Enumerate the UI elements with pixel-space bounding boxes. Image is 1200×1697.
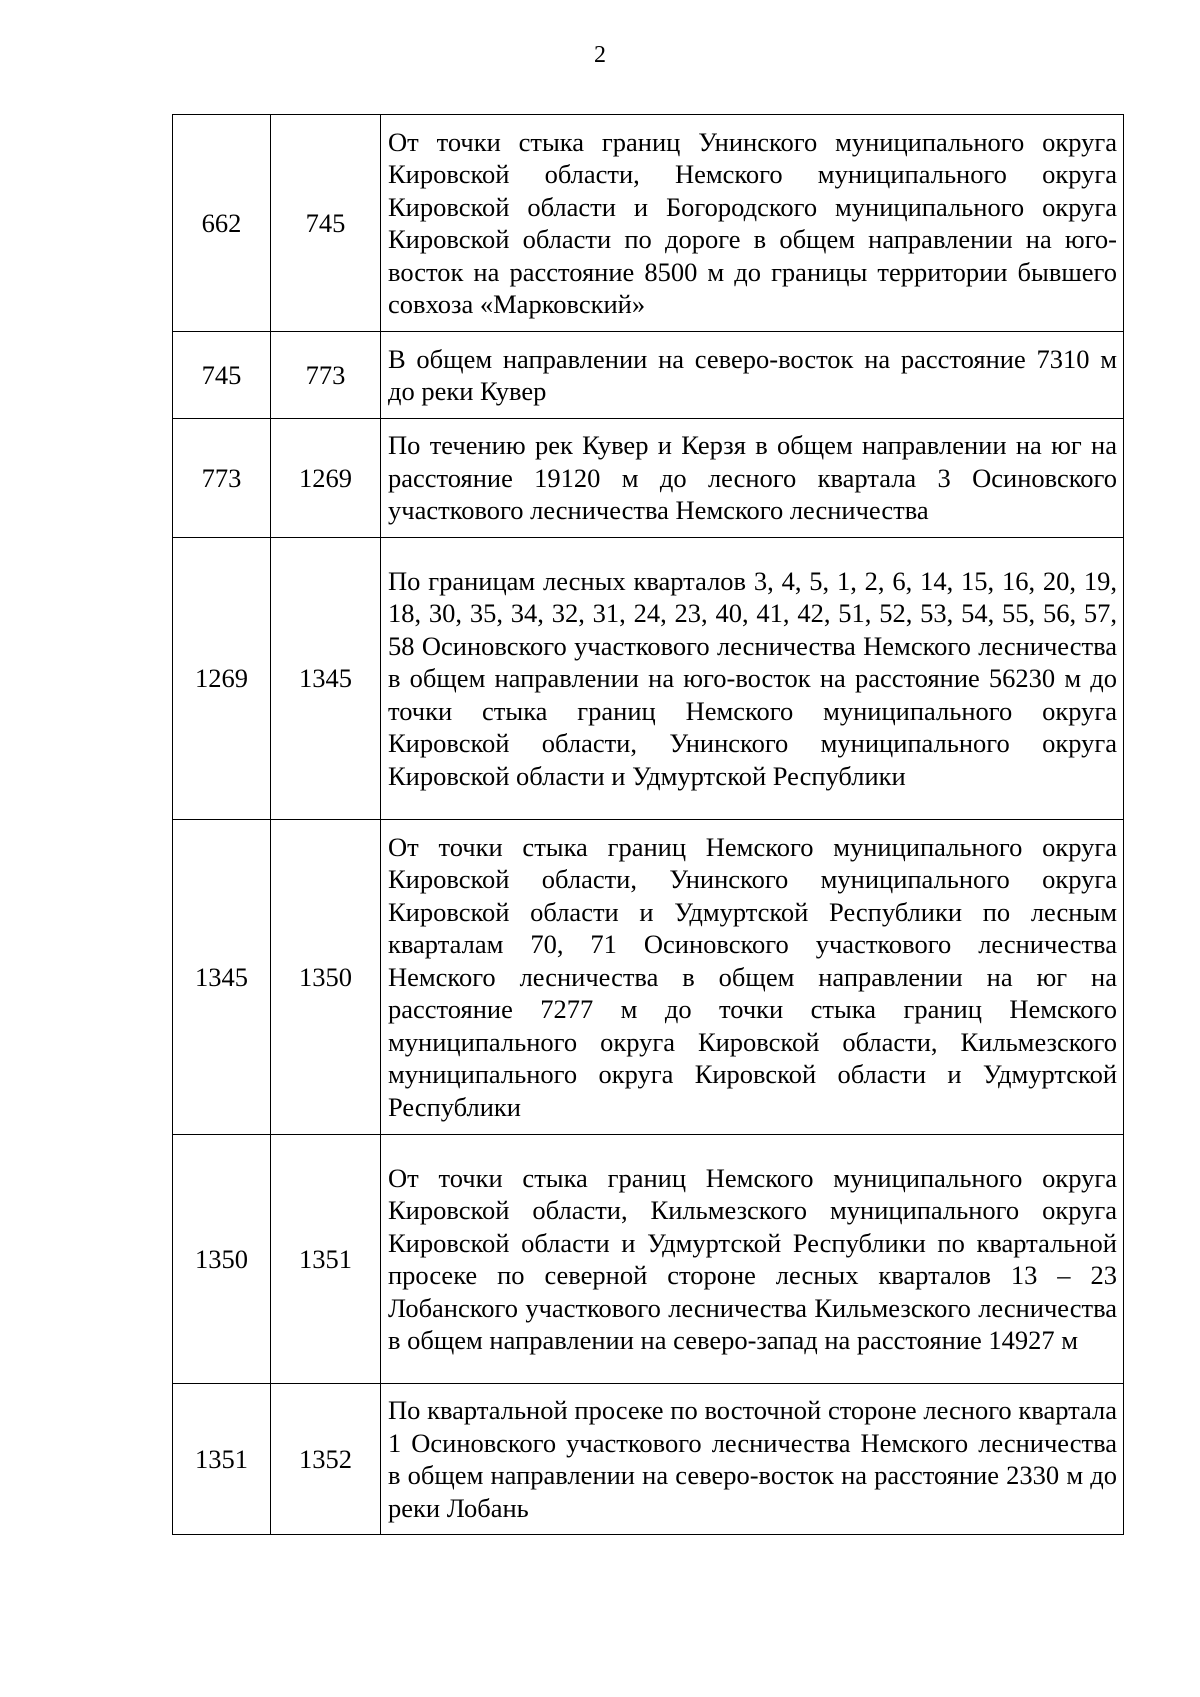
point-from-cell: 1350: [173, 1135, 271, 1384]
point-from-cell: 1269: [173, 538, 271, 820]
point-from-cell: 773: [173, 419, 271, 538]
page-number: 2: [594, 42, 606, 68]
description-cell: От точки стыка границ Унинского муниципального округа Кировской области, Немского муниципального округа Кировской области и Богородского муниципального округа Кировской области по дороге в общем направлении на юго-восток на расстояние 8500 м до границы территории бывшего совхоза «Марковский»: [381, 115, 1124, 332]
table-row: [173, 820, 1124, 1135]
point-to-cell: 773: [271, 332, 381, 419]
description-cell: По квартальной просеке по восточной стороне лесного квартала 1 Осиновского участкового лесничества Немского лесничества в общем направлении на северо-восток на расстояние 2330 м до реки Лобань: [381, 1384, 1124, 1535]
point-from-cell: 662: [173, 115, 271, 332]
point-to-cell: 1352: [271, 1384, 381, 1535]
description-cell: От точки стыка границ Немского муниципального округа Кировской области, Кильмезского муниципального округа Кировской области и Удмуртской Республики по квартальной просеке по северной стороне лесных кварталов 13 – 23 Лобанского участкового лесничества Кильмезского лесничества в общем направлении на северо-запад на расстояние 14927 м: [381, 1135, 1124, 1384]
table-row: [173, 419, 1124, 538]
point-from-cell: 1351: [173, 1384, 271, 1535]
boundary-table: [172, 114, 1124, 1535]
point-from-cell: 745: [173, 332, 271, 419]
description-cell: По границам лесных кварталов 3, 4, 5, 1, 2, 6, 14, 15, 16, 20, 19, 18, 30, 35, 34, 32, 31, 24, 23, 40, 41, 42, 51, 52, 53, 54, 55, 56, 57, 58 Осиновского участкового лесничества Немского лесничества в общем направлении на юго-восток на расстояние 56230 м до точки стыка границ Немского муниципального округа Кировской области, Унинского муниципального округа Кировской области и Удмуртской Республики: [381, 538, 1124, 820]
point-from-cell: 1345: [173, 820, 271, 1135]
table-row: [173, 115, 1124, 332]
point-to-cell: 1350: [271, 820, 381, 1135]
description-cell: По течению рек Кувер и Керзя в общем направлении на юг на расстояние 19120 м до лесного квартала 3 Осиновского участкового лесничества Немского лесничества: [381, 419, 1124, 538]
table-row: [173, 332, 1124, 419]
point-to-cell: 745: [271, 115, 381, 332]
point-to-cell: 1351: [271, 1135, 381, 1384]
table-row: [173, 1384, 1124, 1535]
description-cell: В общем направлении на северо-восток на расстояние 7310 м до реки Кувер: [381, 332, 1124, 419]
table-row: [173, 538, 1124, 820]
description-cell: От точки стыка границ Немского муниципального округа Кировской области, Унинского муниципального округа Кировской области и Удмуртской Республики по лесным кварталам 70, 71 Осиновского участкового лесничества Немского лесничества в общем направлении на юг на расстояние 7277 м до точки стыка границ Немского муниципального округа Кировской области, Кильмезского муниципального округа Кировской области и Удмуртской Республики: [381, 820, 1124, 1135]
table-row: [173, 1135, 1124, 1384]
point-to-cell: 1345: [271, 538, 381, 820]
point-to-cell: 1269: [271, 419, 381, 538]
